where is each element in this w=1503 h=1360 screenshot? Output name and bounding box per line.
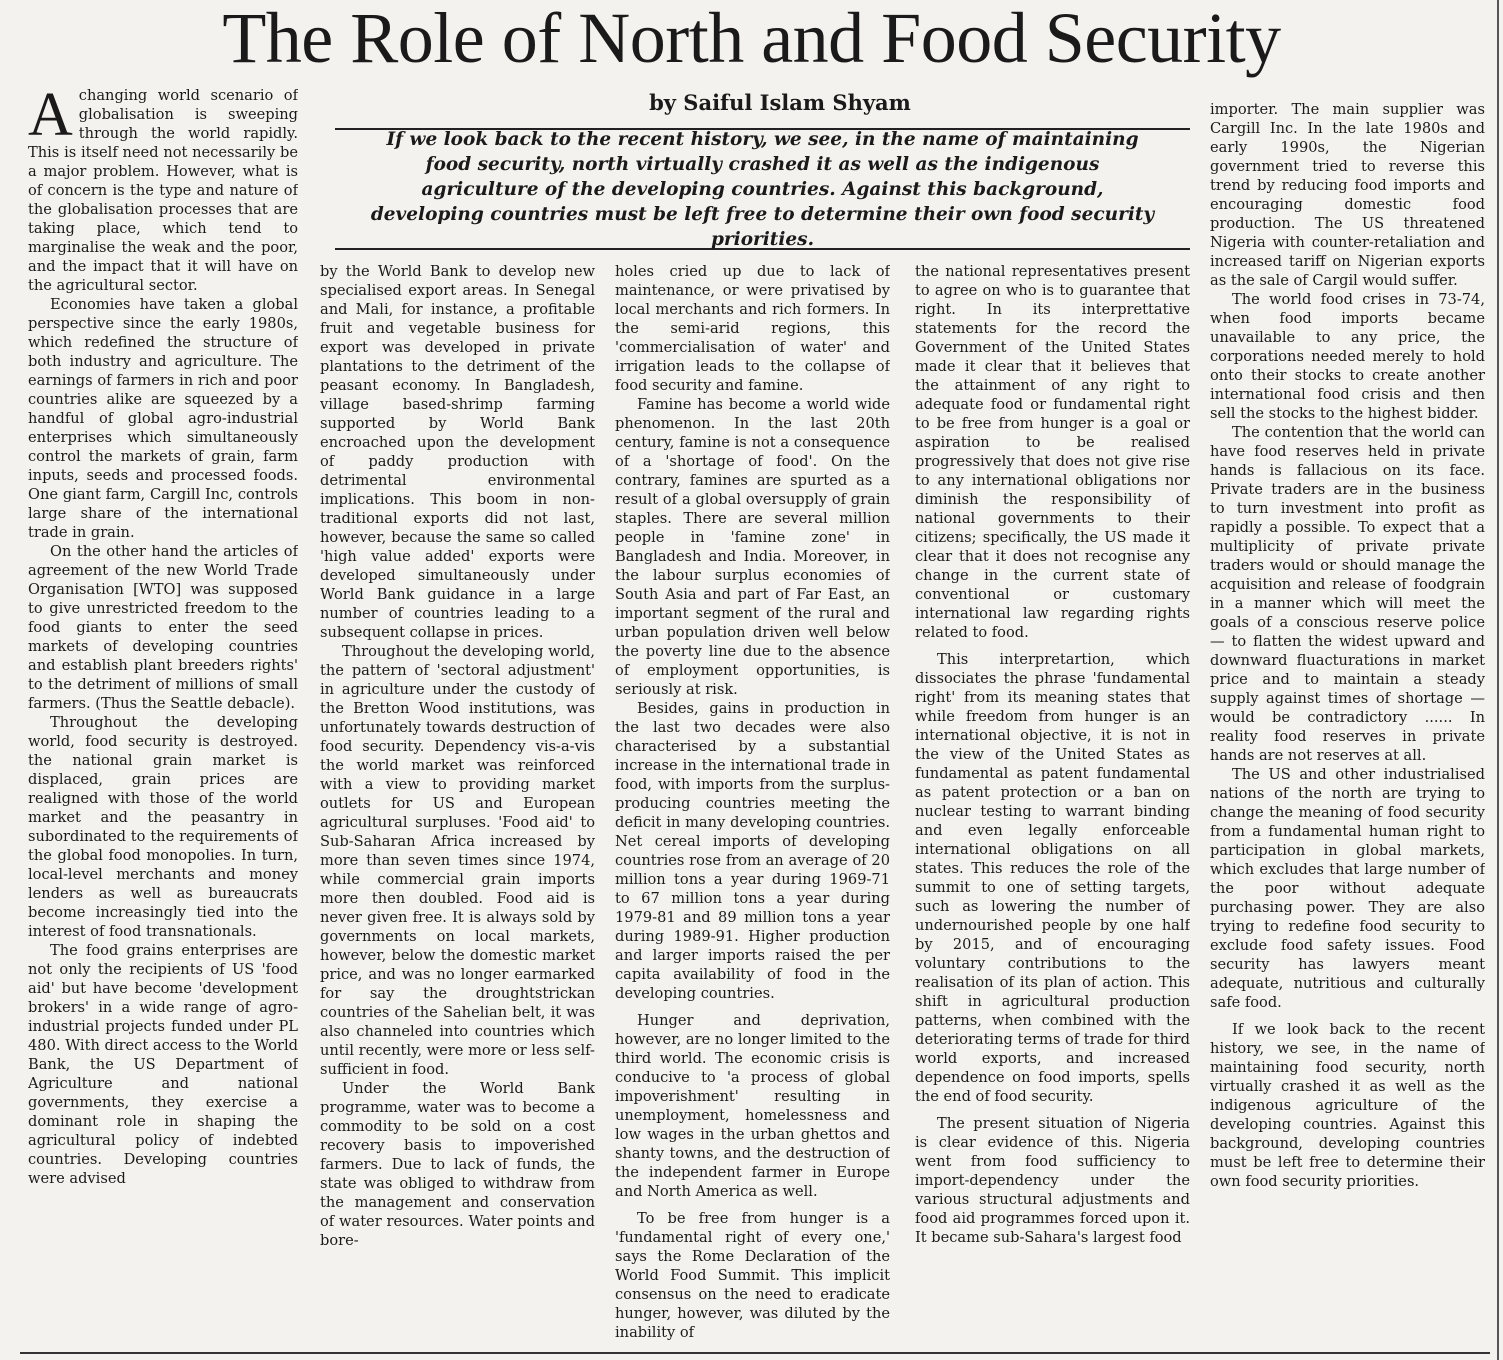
paragraph: This interpretartion, which dissociates the phrase 'fundamental right' from its meaning states that while freedom from hunger is an international objective, it is not in the view of the United States as fundamental as patent fundamental as patent protection or a ban on nuclear testing to warrant binding and even legally enforceable international obligations on all states. This reduces the role of the summit to one of setting targets, such as lowering the number of undernourished people by one half by 2015, and of encouraging voluntary contributions to the realisation of its plan of action. This shift in agricultural production patterns, when combined with the deteriorating terms of trade for third world exports, and increased dependence on food imports, spells the end of food security. — [915, 651, 1190, 1105]
paragraph: To be free from hunger is a 'fundamental right of every one,' says the Rome Declaration of the World Food Summit. This implicit consensus on the need to eradicate hunger, however, was diluted by the inability of — [615, 1210, 890, 1341]
paragraph: Economies have taken a global perspective since the early 1980s, which redefined the structure of both industry and agriculture. The earnings of farmers in rich and poor countries alike are squeezed by a handful of global agro-industrial enterprises which simultaneously control the markets of grain, farm inputs, seeds and processed foods. One giant farm, Cargill Inc, controls large share of the international trade in grain. — [28, 296, 298, 541]
paragraph: changing world scenario of globalisation is sweeping through the world rapidly. This is itself need not necessarily be a major problem. However, what is of concern is the type and nature of the globalisation processes that are taking place, which tend to marginalise the weak and the poor, and the impact that it will have on the agricultural sector. — [28, 87, 298, 294]
paragraph: holes cried up due to lack of maintenance, or were privatised by local merchants and rich formers. In the semi-arid regions, this 'commercialisation of water' and irrigation leads to the collapse of food security and famine. — [615, 263, 890, 394]
pull-quote — [335, 128, 1190, 250]
paragraph: the national representatives present to agree on who is to guarantee that right. In its interprettative statements for the record the Government of the United States made it clear that it believes that the attainment of any right to adequate food or fundamental right to be free from hunger is a goal or aspiration to be realised progressively that does not give rise to any international obligations nor diminish the responsibility of national governments to their citizens; specifically, the US made it clear that it does not recognise any change in the current state of conventional or customary international law regarding rights related to food. — [915, 263, 1190, 641]
headline: The Role of North and Food Security — [222, 0, 1281, 78]
article-column-2 — [320, 262, 595, 1357]
article-column-3 — [615, 262, 890, 1357]
paragraph: On the other hand the articles of agreement of the new World Trade Organisation [WTO] was supposed to give unrestricted freedom to the food giants to enter the seed markets of developing countries and establish plant breeders rights' to the detriment of millions of small farmers. (Thus the Seattle debacle). — [28, 543, 298, 712]
paragraph: The present situation of Nigeria is clear evidence of this. Nigeria went from food sufficiency to import-dependency under the various structural adjustments and food aid programmes forced upon it. It became sub-Sahara's largest food — [915, 1115, 1190, 1246]
byline: by Saiful Islam Shyam — [649, 90, 911, 115]
paragraph: The food grains enterprises are not only the recipients of US 'food aid' but have become 'development brokers' in a wide range of agro-industrial projects funded under PL 480. With direct access to the World Bank, the US Department of Agriculture and national governments, they exercise a dominant role in shaping the agricultural policy of indebted countries. Developing countries were advised — [28, 942, 298, 1187]
paragraph: importer. The main supplier was Cargill Inc. In the late 1980s and early 1990s, the Nigerian government tried to reverse this trend by reducing food imports and encouraging domestic food production. The US threatened Nigeria with counter-retaliation and increased tariff on Nigerian exports as the sale of Cargil would suffer. — [1210, 101, 1485, 289]
paragraph: Throughout the developing world, food security is destroyed. the national grain market is displaced, grain prices are realigned with those of the world market and the peasantry in subordinated to the requirements of the global food monopolies. In turn, local-level merchants and money lenders as well as bureaucrats become increasingly tied into the interest of food transnationals. — [28, 714, 298, 940]
paragraph: Throughout the developing world, the pattern of 'sectoral adjustment' in agriculture under the custody of the Bretton Wood institutions, was unfortunately towards destruction of food security. Dependency vis-a-vis the world market was reinforced with a view to providing market outlets for US and European agricultural surpluses. 'Food aid' to Sub-Saharan Africa increased by more than seven times since 1974, while commercial grain imports more then doubled. Food aid is never given free. It is always sold by governments on local markets, however, below the domestic market price, and was no longer earmarked for say the droughtstrickan countries of the Sahelian belt, it was also channeled into countries which until recently, were more or less self-sufficient in food. — [320, 643, 595, 1078]
article-column-1 — [28, 86, 298, 1356]
pull-quote-text: If we look back to the recent history, we see, in the name of maintaining food security, north virtually crashed it as well as the indigenous agriculture of the developing countries. Against this background, developing countries must be left free to determine their own food security priorities. — [370, 128, 1155, 250]
drop-cap: A — [28, 86, 73, 149]
paragraph: The world food crises in 73-74, when food imports became unavailable to any price, the corporations needed merely to hold onto their stocks to create another international food crisis and then sell the stocks to the highest bidder. — [1210, 291, 1485, 422]
paragraph: Hunger and deprivation, however, are no longer limited to the third world. The economic crisis is conducive to 'a process of global impoverishment' resulting in unemployment, homelessness and low wages in the urban ghettos and shanty towns, and the destruction of the independent farmer in Europe and North America as well. — [615, 1012, 890, 1200]
paragraph: Famine has become a world wide phenomenon. In the last 20th century, famine is not a consequence of a 'shortage of food'. On the contrary, famines are spurted as a result of a global oversupply of grain staples. There are several million people in 'famine zone' in Bangladesh and India. Moreover, in the labour surplus economies of South Asia and part of Far East, an important segment of the rural and urban population driven well below the poverty line due to the absence of employment opportunities, is seriously at risk. — [615, 396, 890, 698]
paragraph: The US and other industrialised nations of the north are trying to change the meaning of food security from a fundamental human right to participation in global markets, which excludes that large number of the poor without adequate purchasing power. They are also trying to redefine food security to exclude food safety issues. Food security has lawyers meant adequate, nutritious and culturally safe food. — [1210, 766, 1485, 1011]
paragraph: If we look back to the recent history, we see, in the name of maintaining food security, north virtually crashed it as well as the indigenous agriculture of the developing countries. Against this background, developing countries must be left free to determine their own food security priorities. — [1210, 1021, 1485, 1190]
article-column-5 — [1210, 100, 1485, 1357]
paragraph: Besides, gains in production in the last two decades were also characterised by a substantial increase in the international trade in food, with imports from the surplus-producing countries meeting the deficit in many developing countries. Net cereal imports of developing countries rose from an average of 20 million tons a year during 1969-71 to 67 million tons a year during 1979-81 and 89 million tons a year during 1989-91. Higher production and larger imports raised the per capita availability of food in the developing countries. — [615, 700, 890, 1002]
paragraph: by the World Bank to develop new specialised export areas. In Senegal and Mali, for instance, a profitable fruit and vegetable business for export was developed in private plantations to the detriment of the peasant economy. In Bangladesh, village based-shrimp farming supported by World Bank encroached upon the development of paddy production with detrimental environmental implications. This boom in non-traditional exports did not last, however, because the same so called 'high value added' exports were developed simultaneously under World Bank guidance in a large number of countries leading to a subsequent collapse in prices. — [320, 263, 595, 641]
bottom-rule — [20, 1352, 1490, 1354]
article-column-4 — [915, 262, 1190, 1357]
paragraph: The contention that the world can have food reserves held in private hands is fallacious on its face. Private traders are in the business to turn investment into profit as rapidly a possible. To expect that a multiplicity of private private traders would or should manage the acquisition and release of foodgrain in a manner which will meet the goals of a conscious reserve police — to flatten the widest upward and downward fluacturations in market price and to maintain a steady supply against times of shortage — would be contradictory ...... In reality food reserves in private hands are not reserves at all. — [1210, 424, 1485, 764]
page-edge — [1497, 0, 1499, 1360]
paragraph: Under the World Bank programme, water was to become a commodity to be sold on a cost recovery basis to impoverished farmers. Due to lack of funds, the state was obliged to withdraw from the management and conservation of water resources. Water points and bore- — [320, 1080, 595, 1249]
